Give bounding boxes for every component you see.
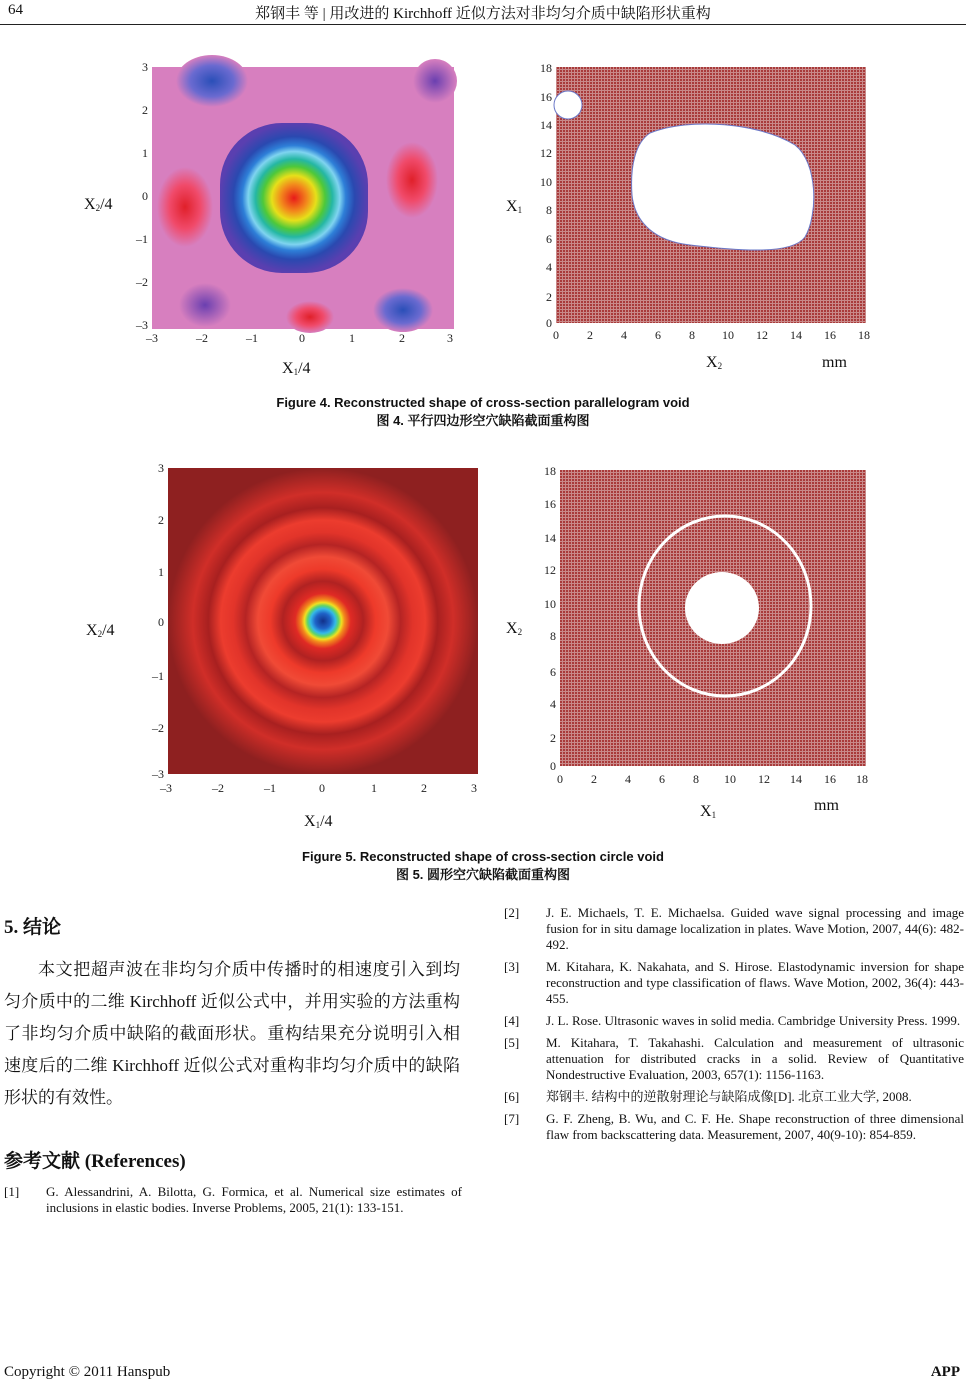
- tick-y: 12: [540, 146, 552, 160]
- x-axis-label: X1: [700, 803, 717, 820]
- tick-x: 16: [824, 328, 836, 342]
- tick-x: 18: [858, 328, 870, 342]
- reference-number: [6]: [504, 1089, 520, 1104]
- tick-y: 4: [550, 697, 556, 711]
- tick-x: 0: [557, 772, 563, 786]
- tick-x: 12: [756, 328, 768, 342]
- tick-y: 3: [158, 461, 164, 475]
- reference-number: [3]: [504, 959, 520, 974]
- blob-blue-bottom-right: [373, 288, 433, 332]
- tick-x: 0: [319, 781, 325, 795]
- tick-x: –2: [196, 331, 208, 345]
- tick-x: –1: [246, 331, 258, 345]
- reference-item: [504, 1089, 964, 1105]
- fig5-void-core: [685, 572, 759, 644]
- blob-blue-top-right: [413, 59, 457, 103]
- fig4-right-plot: [500, 55, 880, 375]
- tick-y: –1: [152, 669, 164, 683]
- figure-4-caption-zh: 图 4. 平行四边形空穴缺陷截面重构图: [376, 413, 590, 428]
- tick-x: 18: [856, 772, 868, 786]
- reference-text: G. F. Zheng, B. Wu, and C. F. He. Shape reconstruction of three dimensional flaw from backscattering data. Measurement, 2007, 40(9-10): 854-859.: [546, 1111, 964, 1142]
- unit-label: mm: [814, 797, 839, 814]
- page-number: 64: [8, 2, 23, 18]
- tick-y: –2: [136, 275, 148, 289]
- reference-number: [4]: [504, 1013, 520, 1028]
- tick-y: 16: [540, 90, 552, 104]
- reference-item: [504, 1111, 964, 1143]
- fig4-void-main: [632, 124, 814, 250]
- tick-y: –3: [152, 767, 164, 781]
- tick-y: 14: [540, 118, 552, 132]
- tick-y: 4: [546, 260, 552, 274]
- blob-blue-top: [176, 55, 248, 107]
- tick-y: 8: [546, 203, 552, 217]
- reference-text: G. Alessandrini, A. Bilotta, G. Formica, et al. Numerical size estimates of inclusions in elastic bodies. Inverse Problems, 2005, 21(1): 133-151.: [46, 1184, 462, 1215]
- tick-x: 6: [655, 328, 661, 342]
- tick-y: 6: [550, 665, 556, 679]
- tick-x: 1: [371, 781, 377, 795]
- tick-y: 16: [544, 497, 556, 511]
- tick-y: 10: [540, 175, 552, 189]
- tick-x: 16: [824, 772, 836, 786]
- fig5-left-plot: [60, 458, 480, 838]
- tick-y: 6: [546, 232, 552, 246]
- tick-x: 8: [689, 328, 695, 342]
- tick-y: 1: [158, 565, 164, 579]
- tick-x: 0: [553, 328, 559, 342]
- tick-y: –3: [136, 318, 148, 332]
- tick-x: 2: [399, 331, 405, 345]
- tick-y: 0: [142, 189, 148, 203]
- fig4-void-corner: [554, 91, 582, 119]
- header-rule: [0, 24, 966, 25]
- tick-x: 2: [587, 328, 593, 342]
- fig5-concentric-field: [168, 468, 478, 774]
- running-title: 郑钢丰 等 | 用改进的 Kirchhoff 近似方法对非均匀介质中缺陷形状重构: [255, 6, 711, 22]
- tick-y: 18: [544, 464, 556, 478]
- reference-text: J. L. Rose. Ultrasonic waves in solid media. Cambridge University Press. 1999.: [546, 1013, 961, 1028]
- tick-y: 8: [550, 629, 556, 643]
- conclusion-paragraph: 本文把超声波在非均匀介质中传播时的相速度引入到均匀介质中的二维 Kirchhoff 近似公式中，并用实验的方法重构了非均匀介质中缺陷的截面形状。重构结果充分说明引入相速度后的二维 Kirchhoff 近似公式对重构非均匀介质中的缺陷形状的有效性。: [4, 960, 460, 1107]
- reference-text: M. Kitahara, T. Takahashi. Calculation and measurement of ultrasonic attenuation for distributed cracks in a solid. Review of Quantitative Nondestructive Evaluation, 2003, 657(1): 1156-1163.: [546, 1035, 964, 1082]
- tick-y: 0: [158, 615, 164, 629]
- reference-number: [7]: [504, 1111, 520, 1126]
- reference-item: [504, 1035, 964, 1083]
- tick-y: –1: [136, 232, 148, 246]
- fig5-right-plot: [500, 458, 880, 822]
- tick-x: 6: [659, 772, 665, 786]
- reference-text: 郑钢丰. 结构中的逆散射理论与缺陷成像[D]. 北京工业大学, 2008.: [546, 1089, 912, 1104]
- tick-x: –3: [160, 781, 172, 795]
- tick-y: 2: [158, 513, 164, 527]
- references-heading: 参考文献 (References): [4, 1151, 186, 1172]
- blob-red-bottom-center: [286, 301, 334, 333]
- figure-5-caption-zh: 图 5. 圆形空穴缺陷截面重构图: [395, 867, 571, 882]
- tick-y: 0: [550, 759, 556, 773]
- tick-y: 12: [544, 563, 556, 577]
- tick-x: 12: [758, 772, 770, 786]
- tick-x: –2: [212, 781, 224, 795]
- reference-list-left: [4, 1184, 462, 1222]
- tick-y: 2: [546, 290, 552, 304]
- x-axis-label: X2: [706, 354, 723, 371]
- tick-y: 1: [142, 146, 148, 160]
- x-axis-label: X1/4: [304, 813, 333, 830]
- reference-list-right: [504, 905, 964, 1149]
- tick-x: 0: [299, 331, 305, 345]
- y-axis-label: X1: [506, 198, 523, 215]
- tick-y: –2: [152, 721, 164, 735]
- unit-label: mm: [822, 354, 847, 371]
- central-contour: [220, 123, 368, 273]
- tick-x: 10: [724, 772, 736, 786]
- tick-x: 10: [722, 328, 734, 342]
- tick-y: 10: [544, 597, 556, 611]
- tick-x: 1: [349, 331, 355, 345]
- figure-4-caption-en: Figure 4. Reconstructed shape of cross-section parallelogram void: [276, 395, 690, 410]
- footer-journal: APP: [930, 1364, 960, 1380]
- y-axis-label: X2/4: [84, 196, 113, 213]
- fig4-left-plot: [60, 55, 460, 385]
- figure-5-caption-en: Figure 5. Reconstructed shape of cross-section circle void: [302, 849, 664, 864]
- tick-x: 14: [790, 772, 802, 786]
- section-heading: 5. 结论: [4, 917, 62, 938]
- y-axis-label: X2: [506, 620, 523, 637]
- reference-item: [504, 959, 964, 1007]
- x-axis-label: X1/4: [282, 360, 311, 377]
- tick-x: –3: [146, 331, 158, 345]
- tick-y: 3: [142, 60, 148, 74]
- blob-red-right: [386, 142, 438, 218]
- tick-x: –1: [264, 781, 276, 795]
- tick-x: 2: [421, 781, 427, 795]
- reference-item: [504, 1013, 964, 1029]
- tick-y: 2: [550, 731, 556, 745]
- tick-y: 14: [544, 531, 556, 545]
- y-axis-label: X2/4: [86, 622, 115, 639]
- tick-x: 4: [625, 772, 631, 786]
- reference-item: [4, 1184, 462, 1216]
- tick-y: 0: [546, 316, 552, 330]
- tick-x: 2: [591, 772, 597, 786]
- tick-y: 2: [142, 103, 148, 117]
- reference-number: [1]: [4, 1184, 20, 1199]
- tick-x: 4: [621, 328, 627, 342]
- reference-number: [2]: [504, 905, 520, 920]
- blob-red-left: [157, 167, 213, 247]
- reference-item: [504, 905, 964, 953]
- tick-x: 14: [790, 328, 802, 342]
- tick-x: 8: [693, 772, 699, 786]
- tick-x: 3: [471, 781, 477, 795]
- footer-copyright: Copyright © 2011 Hanspub: [4, 1364, 171, 1380]
- reference-text: J. E. Michaels, T. E. Michaelsa. Guided wave signal processing and image fusion for in situ damage localization in plates. Wave Motion, 2007, 44(6): 482-492.: [546, 905, 964, 952]
- blob-purple-bottom-left: [179, 283, 231, 327]
- reference-number: [5]: [504, 1035, 520, 1050]
- reference-text: M. Kitahara, K. Nakahata, and S. Hirose. Elastodynamic inversion for shape reconstruction and type classification of flaws. Wave Motion, 2002, 36(4): 443-455.: [546, 959, 964, 1006]
- tick-x: 3: [447, 331, 453, 345]
- tick-y: 18: [540, 61, 552, 75]
